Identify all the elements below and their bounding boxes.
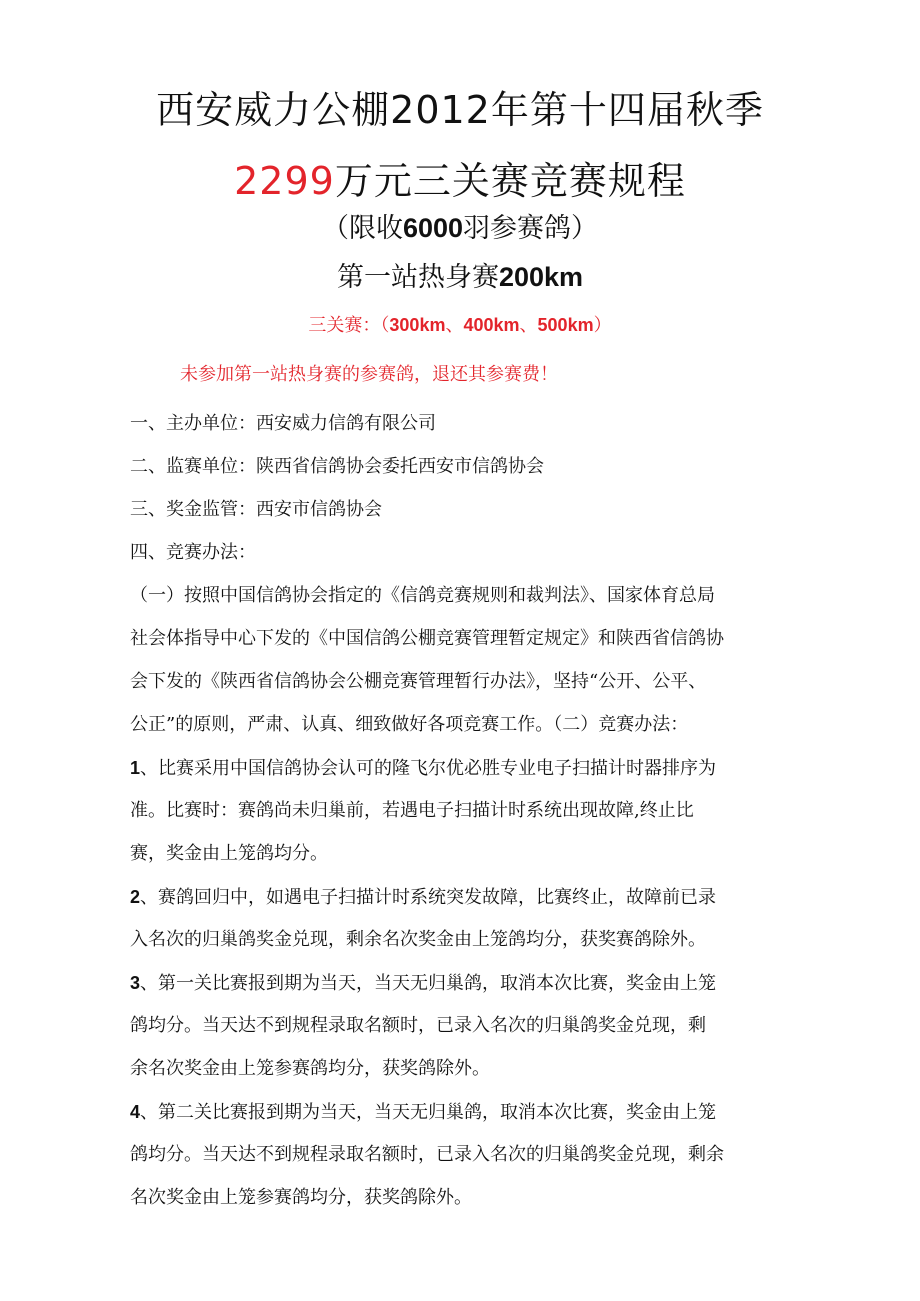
three-stage-distances [0, 310, 920, 341]
rule-text: 、赛鸽回归中，如遇电子扫描计时系统突发故障，比赛终止，故障前已录 [140, 887, 717, 908]
refund-notice: 未参加第一站热身赛的参赛鸽，退还其参赛费！ [180, 364, 558, 385]
stage-distance-3: 500km [537, 315, 594, 335]
rule-3-line [130, 968, 716, 999]
method-intro-line: 公正”的原则，严肃、认真、细致做好各项竞赛工作。（二）竞赛办法： [130, 714, 689, 735]
method-heading: 四、竞赛办法： [130, 542, 256, 563]
stage-distance-2: 400km [463, 315, 520, 335]
prize-supervision-line: 三、奖金监管：西安市信鸽协会 [130, 499, 382, 520]
title-line-1-text: 西安威力公棚2012年第十四届秋季 [156, 88, 764, 132]
method-intro-line: 会下发的《陕西省信鸽协会公棚竞赛管理暂行办法》，坚持“公开、公平、 [130, 671, 707, 692]
stage-distance-1: 300km [389, 315, 446, 335]
method-intro-line: 社会体指导中心下发的《中国信鸽公棚竞赛管理暂定规定》和陕西省信鸽协 [130, 628, 724, 649]
organizer-line: 一、主办单位：西安威力信鸽有限公司 [130, 413, 436, 434]
rule-number: 3 [130, 973, 141, 993]
supervisor-line: 二、监赛单位：陕西省信鸽协会委托西安市信鸽协会 [130, 456, 544, 477]
rule-4-line: 鸽均分。当天达不到规程录取名额时，已录入名次的归巢鸽奖金兑现，剩余 [130, 1144, 724, 1165]
warmup-race-distance: 200km [498, 262, 584, 292]
rule-text: 、比赛采用中国信鸽协会认可的隆飞尔优必胜专业电子扫描计时器排序为 [140, 758, 717, 779]
rule-2-line: 入名次的归巢鸽奖金兑现，剩余名次奖金由上笼鸽均分，获奖赛鸽除外。 [130, 929, 706, 950]
title-line-1 [0, 84, 920, 136]
entry-limit-prefix: （限收 [321, 213, 403, 244]
warmup-race-label: 第一站热身赛 [336, 262, 499, 293]
warmup-race-title [0, 256, 920, 299]
rule-text: 、第一关比赛报到期为当天，当天无归巢鸽，取消本次比赛，奖金由上笼 [140, 973, 717, 994]
rule-4-line [130, 1097, 716, 1128]
three-stage-label: 三关赛： [308, 315, 381, 336]
stage-separator-2: 、 [519, 315, 538, 336]
prize-amount: 2299 [234, 159, 335, 203]
rule-number: 1 [130, 758, 141, 778]
three-stage-open: （ [380, 315, 390, 336]
title-line-2-text: 万元三关赛竞赛规程 [334, 159, 686, 203]
entry-limit-number: 6000 [402, 213, 464, 243]
rule-number: 4 [130, 1102, 141, 1122]
rule-number: 2 [130, 887, 141, 907]
method-intro-line: （一）按照中国信鸽协会指定的《信鸽竞赛规则和裁判法》、国家体育总局 [130, 585, 715, 606]
three-stage-close: ） [593, 315, 612, 336]
rule-3-line: 余名次奖金由上笼参赛鸽均分，获奖鸽除外。 [130, 1058, 490, 1079]
rule-2-line [130, 882, 716, 913]
rule-4-line: 名次奖金由上笼参赛鸽均分，获奖鸽除外。 [130, 1187, 472, 1208]
rule-1-line: 准。比赛时：赛鸽尚未归巢前，若遇电子扫描计时系统出现故障,终止比 [130, 800, 694, 821]
entry-limit [0, 208, 920, 249]
rule-3-line: 鸽均分。当天达不到规程录取名额时，已录入名次的归巢鸽奖金兑现，剩 [130, 1015, 706, 1036]
rule-text: 、第二关比赛报到期为当天，当天无归巢鸽，取消本次比赛，奖金由上笼 [140, 1102, 717, 1123]
rule-1-line: 赛，奖金由上笼鸽均分。 [130, 843, 328, 864]
rule-1-line [130, 753, 716, 784]
title-line-2 [0, 155, 920, 207]
entry-limit-suffix: 羽参赛鸽） [463, 213, 599, 244]
stage-separator-1: 、 [445, 315, 464, 336]
